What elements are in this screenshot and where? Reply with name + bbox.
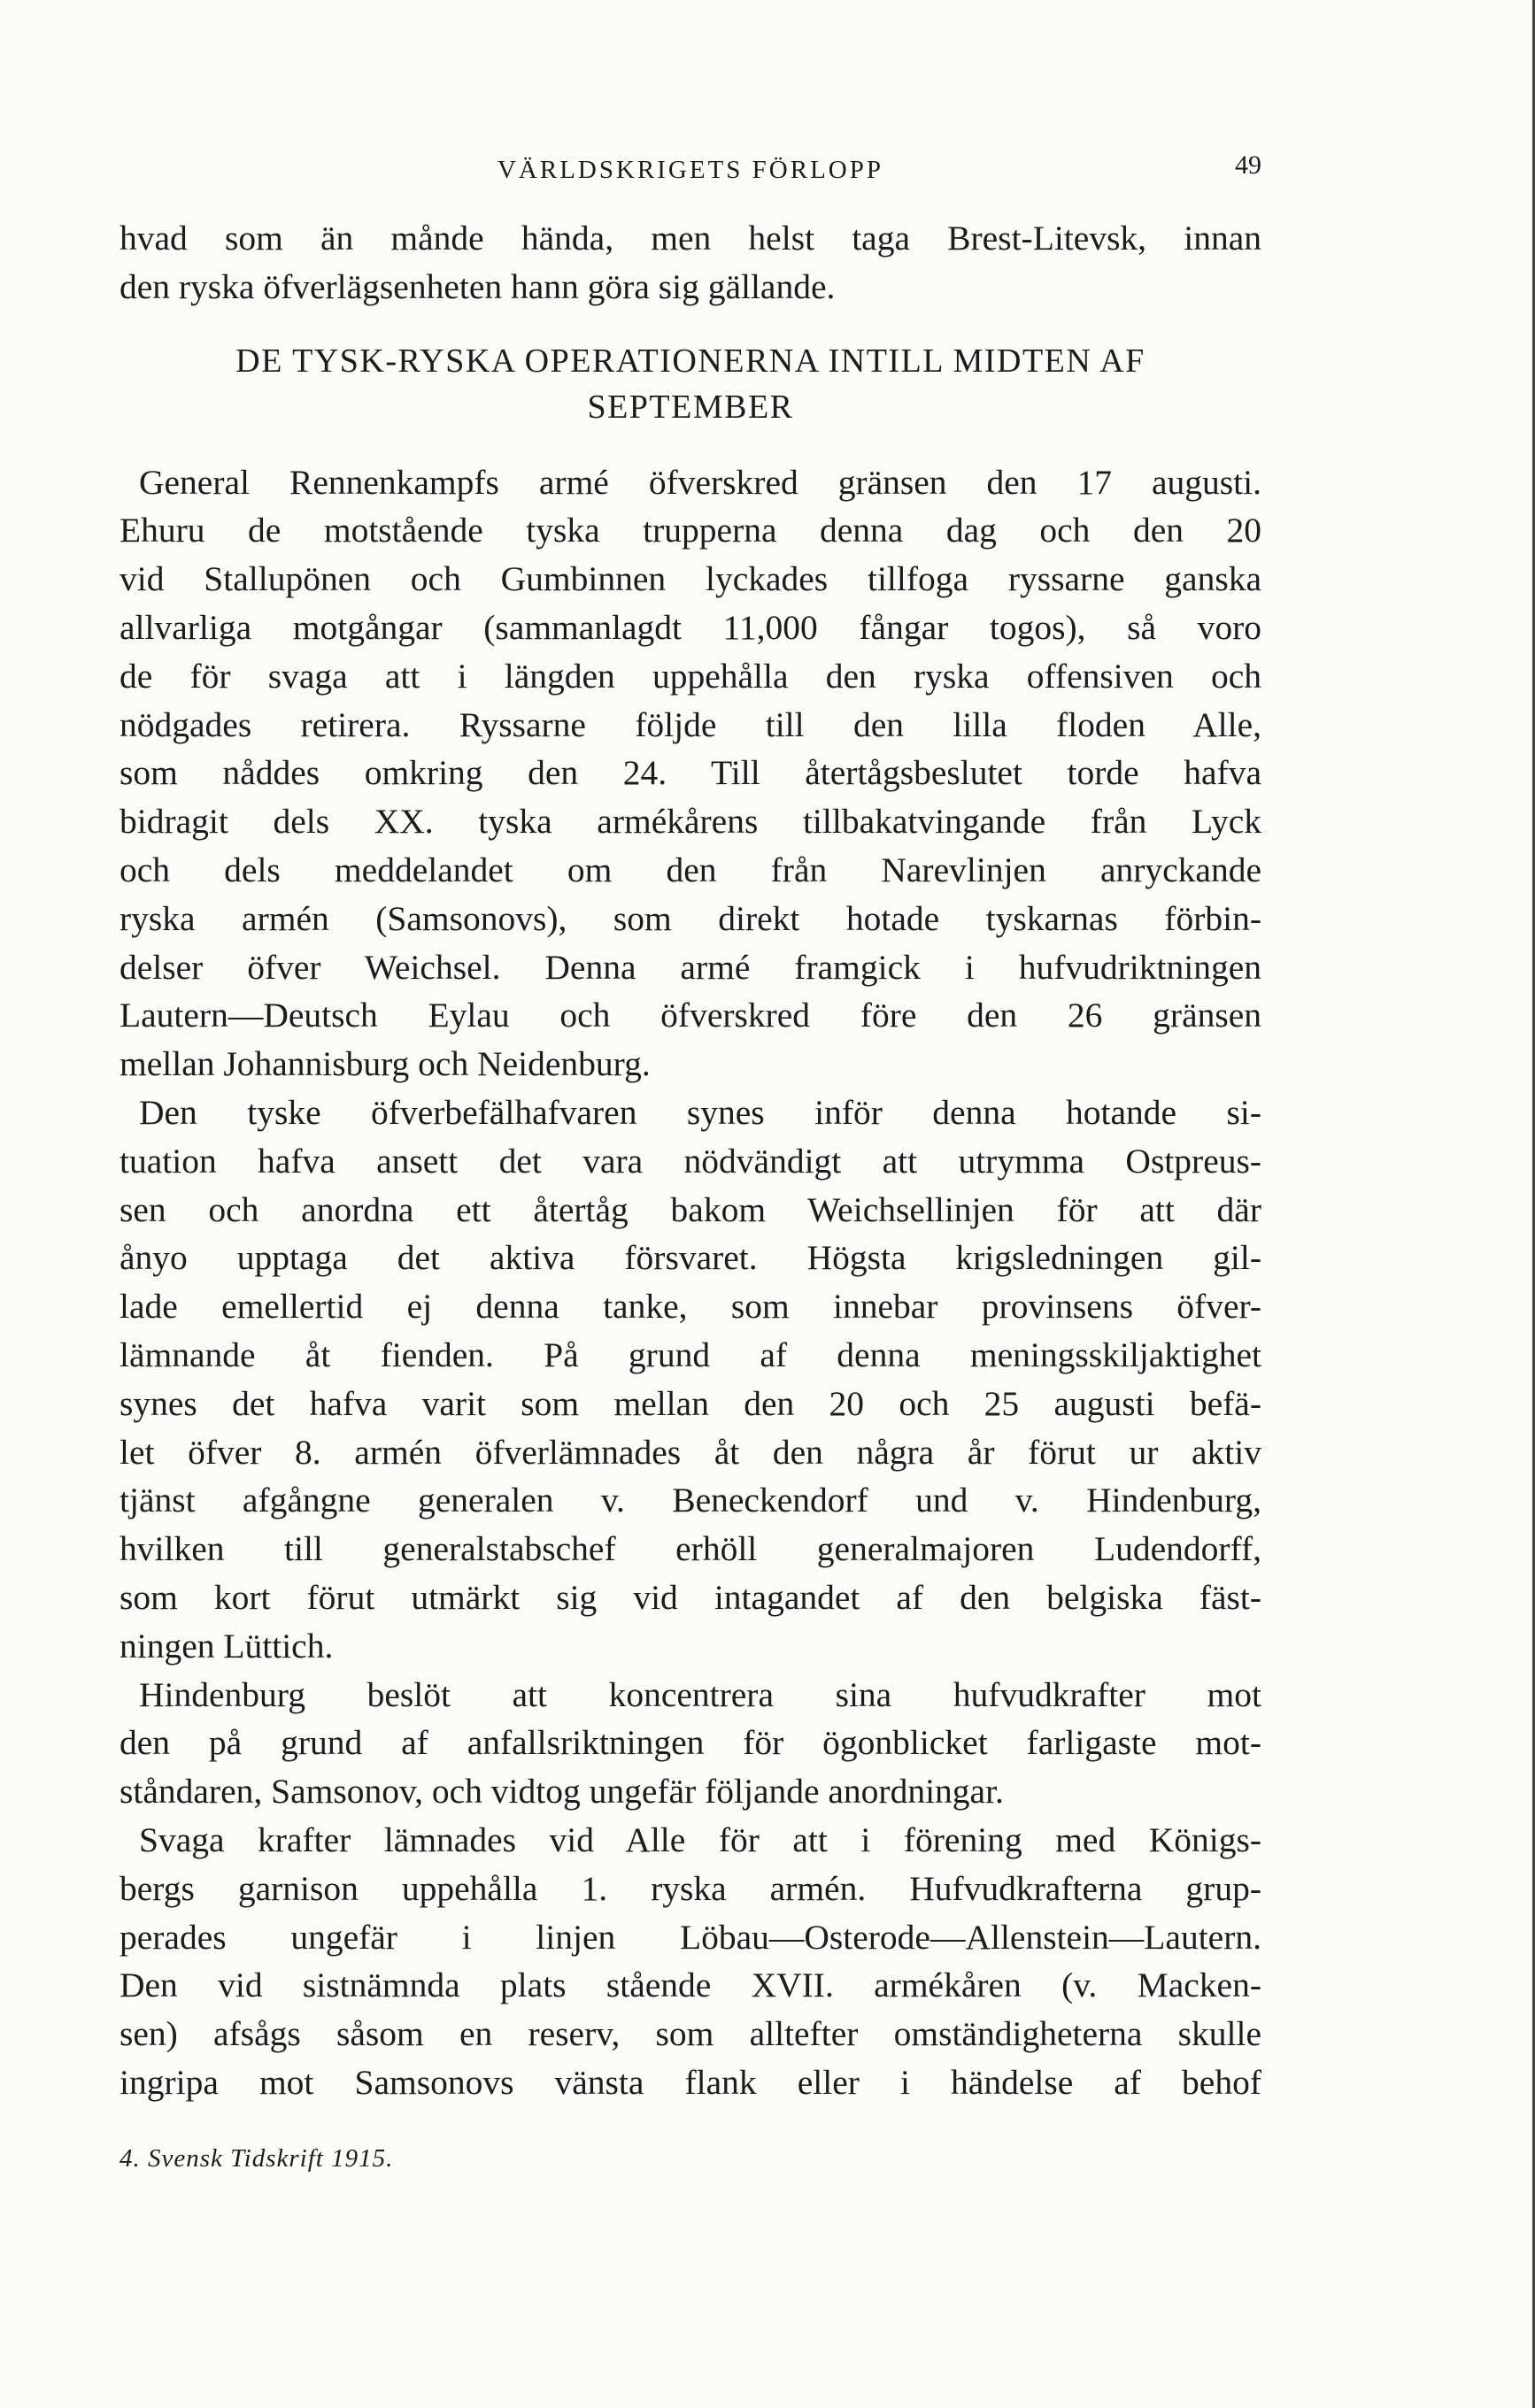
text-line: ståndaren, Samsonov, och vidtog ungefär följande anordningar. [120, 1772, 1004, 1812]
text-line: tuation hafva ansett det vara nödvändigt att utrymma Ostpreus- [120, 1141, 1261, 1181]
text-line: hvilken till generalstabschef erhöll generalmajoren Ludendorff, [120, 1529, 1261, 1569]
text-line: Den vid sistnämnda plats stående XVII. armékåren (v. Macken- [120, 1966, 1261, 2005]
text-line: delser öfver Weichsel. Denna armé framgick i hufvudriktningen [120, 947, 1261, 987]
text-line: hvad som än månde hända, men helst taga Brest-Litevsk, innan [120, 219, 1261, 258]
section-heading-line: DE TYSK-RYSKA OPERATIONERNA INTILL MIDTEN AF [235, 342, 1145, 380]
text-line: den på grund af anfallsriktningen för ögonblicket farligaste mot- [120, 1723, 1261, 1763]
text-line: som nåddes omkring den 24. Till återtågsbeslutet torde hafva [120, 753, 1261, 793]
text-line: som kort förut utmärkt sig vid intagandet af den belgiska fäst- [120, 1577, 1261, 1617]
text-line: ånyo upptaga det aktiva försvaret. Högsta krigsledningen gil- [120, 1238, 1261, 1278]
text-line: General Rennenkampfs armé öfverskred gränsen den 17 augusti. [139, 462, 1261, 502]
text-line: Den tyske öfverbefälhafvaren synes inför denna hotande si- [139, 1092, 1261, 1132]
text-line: vid Stallupönen och Gumbinnen lyckades tillfoga ryssarne ganska [120, 559, 1261, 599]
text-line: Ehuru de motstående tyska trupperna denna dag och den 20 [120, 511, 1261, 550]
text-line: perades ungefär i linjen Löbau—Osterode—Allenstein—Lautern. [120, 1917, 1261, 1957]
text-line: Lautern—Deutsch Eylau och öfverskred före den 26 gränsen [120, 996, 1261, 1035]
paragraph-3 [120, 1671, 1261, 1816]
signature-mark: 4. Svensk Tidskrift 1915. [120, 2144, 394, 2173]
section-heading [120, 338, 1261, 430]
paragraph-4 [120, 1816, 1261, 2107]
text-line: mellan Johannisburg och Neidenburg. [120, 1044, 651, 1084]
text-line: ingripa mot Samsonovs vänsta flank eller i händelse af behof [120, 2062, 1261, 2102]
text-line: tjänst afgångne generalen v. Beneckendorf und v. Hindenburg, [120, 1481, 1261, 1520]
text-line: lade emellertid ej denna tanke, som innebar provinsens öfver- [120, 1287, 1261, 1327]
text-line: lämnande åt fienden. På grund af denna meningsskiljaktighet [120, 1335, 1261, 1374]
text-line: synes det hafva varit som mellan den 20 och 25 augusti befä- [120, 1383, 1261, 1423]
text-line: bergs garnison uppehålla 1. ryska armén. Hufvudkrafterna grup- [120, 1868, 1261, 1908]
running-title: VÄRLDSKRIGETS FÖRLOPP [497, 156, 884, 184]
text-line: ryska armén (Samsonovs), som direkt hotade tyskarnas förbin- [120, 898, 1261, 938]
text-line: nödgades retirera. Ryssarne följde till den lilla floden Alle, [120, 704, 1261, 744]
paragraph-1 [120, 458, 1261, 1089]
text-line: sen) afsågs såsom en reserv, som alltefter omständigheterna skulle [120, 2014, 1261, 2054]
text-line: let öfver 8. armén öfverlämnades åt den några år förut ur aktiv [120, 1432, 1261, 1472]
running-head [120, 150, 1261, 195]
body-text [120, 214, 1261, 2107]
text-line: sen och anordna ett återtåg bakom Weichsellinjen för att där [120, 1189, 1261, 1229]
section-heading-line: SEPTEMBER [587, 388, 794, 426]
page-number: 49 [1235, 150, 1261, 180]
text-line: allvarliga motgångar (sammanlagdt 11,000 fångar togos), så voro [120, 607, 1261, 647]
text-line: de för svaga att i längden uppehålla den ryska offensiven och [120, 656, 1261, 696]
text-line: och dels meddelandet om den från Narevlinjen anryckande [120, 850, 1261, 889]
text-line: Svaga krafter lämnades vid Alle för att i förening med Königs- [139, 1819, 1261, 1859]
paragraph-2 [120, 1089, 1261, 1671]
text-line: Hindenburg beslöt att koncentrera sina hufvudkrafter mot [139, 1674, 1261, 1714]
text-line: den ryska öfverlägsenheten hann göra sig gällande. [120, 266, 836, 306]
text-line: bidragit dels XX. tyska armékårens tillbakatvingande från Lyck [120, 802, 1261, 842]
text-line: ningen Lüttich. [120, 1626, 334, 1666]
